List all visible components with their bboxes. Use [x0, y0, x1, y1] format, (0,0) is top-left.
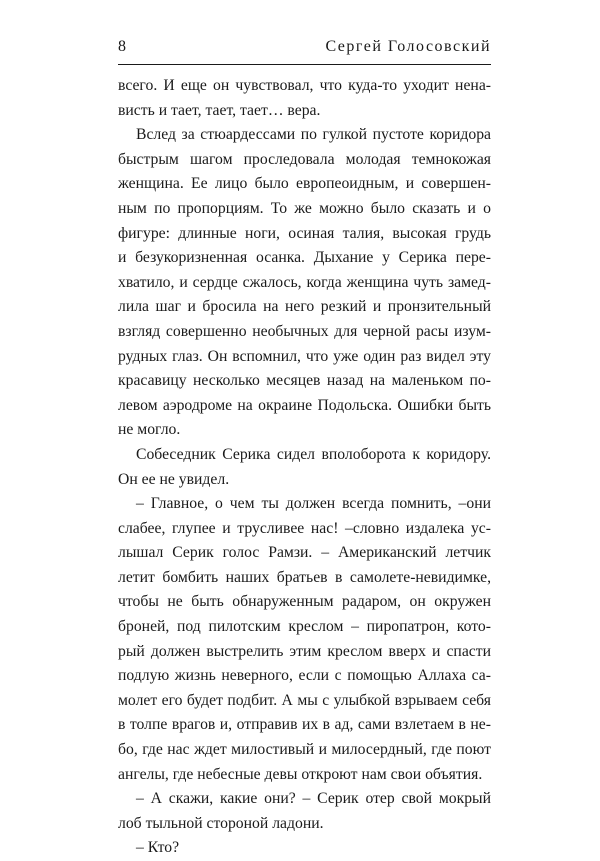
text-line: левом аэродроме на окраине Подольска. Ошибки быть: [118, 396, 491, 414]
text-line: летит бомбить наших братьев в самолете-невидимке,: [118, 568, 491, 586]
text-line: рудных глаз. Он вспомнил, что уже один раз видел эту: [118, 347, 491, 365]
text-line: подлую жизнь неверного, если с помощью Аллаха са-: [118, 667, 491, 685]
text-line: лила шаг и бросила на него резкий и пронзительный: [118, 298, 491, 316]
text-line: лышал Серик голос Рамзи. – Американский летчик: [118, 544, 491, 562]
text-line: не могло.: [118, 421, 181, 439]
text-line: взгляд совершенно необычных для черной расы изум-: [118, 322, 491, 340]
text-line: – А скажи, какие они? – Серик отер свой мокрый: [136, 790, 491, 808]
text-line: чтобы не быть обнаруженным радаром, он окружен: [118, 593, 491, 611]
text-line: – Кто?: [136, 839, 180, 857]
text-line: молет его будет подбит. А мы с улыбкой взрываем себя: [118, 691, 491, 709]
text-line: красавицу несколько месяцев назад на маленьком по-: [118, 372, 491, 390]
text-line: Вслед за стюардессами по гулкой пустоте коридора: [136, 126, 491, 144]
body-text: [118, 74, 491, 861]
text-line: Он ее не увидел.: [118, 470, 230, 488]
running-head-author: Сергей Голосовский: [325, 38, 491, 55]
text-line: ным по пропорциям. То же можно было сказать и о: [118, 199, 491, 217]
text-line: и безукоризненная осанка. Дыхание у Серика пере-: [118, 249, 491, 267]
header-rule: [118, 64, 491, 65]
text-line: броней, под пилотским креслом – пиропатрон, кото-: [118, 618, 491, 636]
text-line: рый должен выстрелить этим креслом вверх и спасти: [118, 642, 491, 660]
text-line: женщина. Ее лицо было европеоидным, и совершен-: [118, 175, 491, 193]
text-line: Собеседник Серика сидел вполоборота к коридору.: [136, 445, 491, 463]
text-line: быстрым шагом проследовала молодая темнокожая: [118, 150, 491, 168]
text-line: висть и тает, тает, тает… вера.: [118, 101, 321, 119]
text-line: ангелы, где небесные девы откроют нам свои объятия.: [118, 765, 483, 783]
text-line: фигуре: длинные ноги, осиная талия, высокая грудь: [118, 224, 491, 242]
text-line: лоб тыльной стороной ладони.: [118, 814, 324, 832]
text-line: хватило, и сердце сжалось, когда женщина чуть замед-: [118, 273, 491, 291]
text-line: всего. И еще он чувствовал, что куда-то уходит нена-: [118, 77, 491, 94]
text-line: – Главное, о чем ты должен всегда помнить, –они: [136, 495, 491, 513]
text-line: в толпе врагов и, отправив их в ад, сами взлетаем в не-: [118, 716, 491, 734]
running-header: [118, 38, 491, 64]
text-line: бо, где нас ждет милостивый и милосердный, где поют: [118, 741, 491, 759]
page-number: 8: [118, 38, 126, 55]
text-line: слабее, глупее и трусливее нас! –словно издалека ус-: [118, 519, 491, 537]
